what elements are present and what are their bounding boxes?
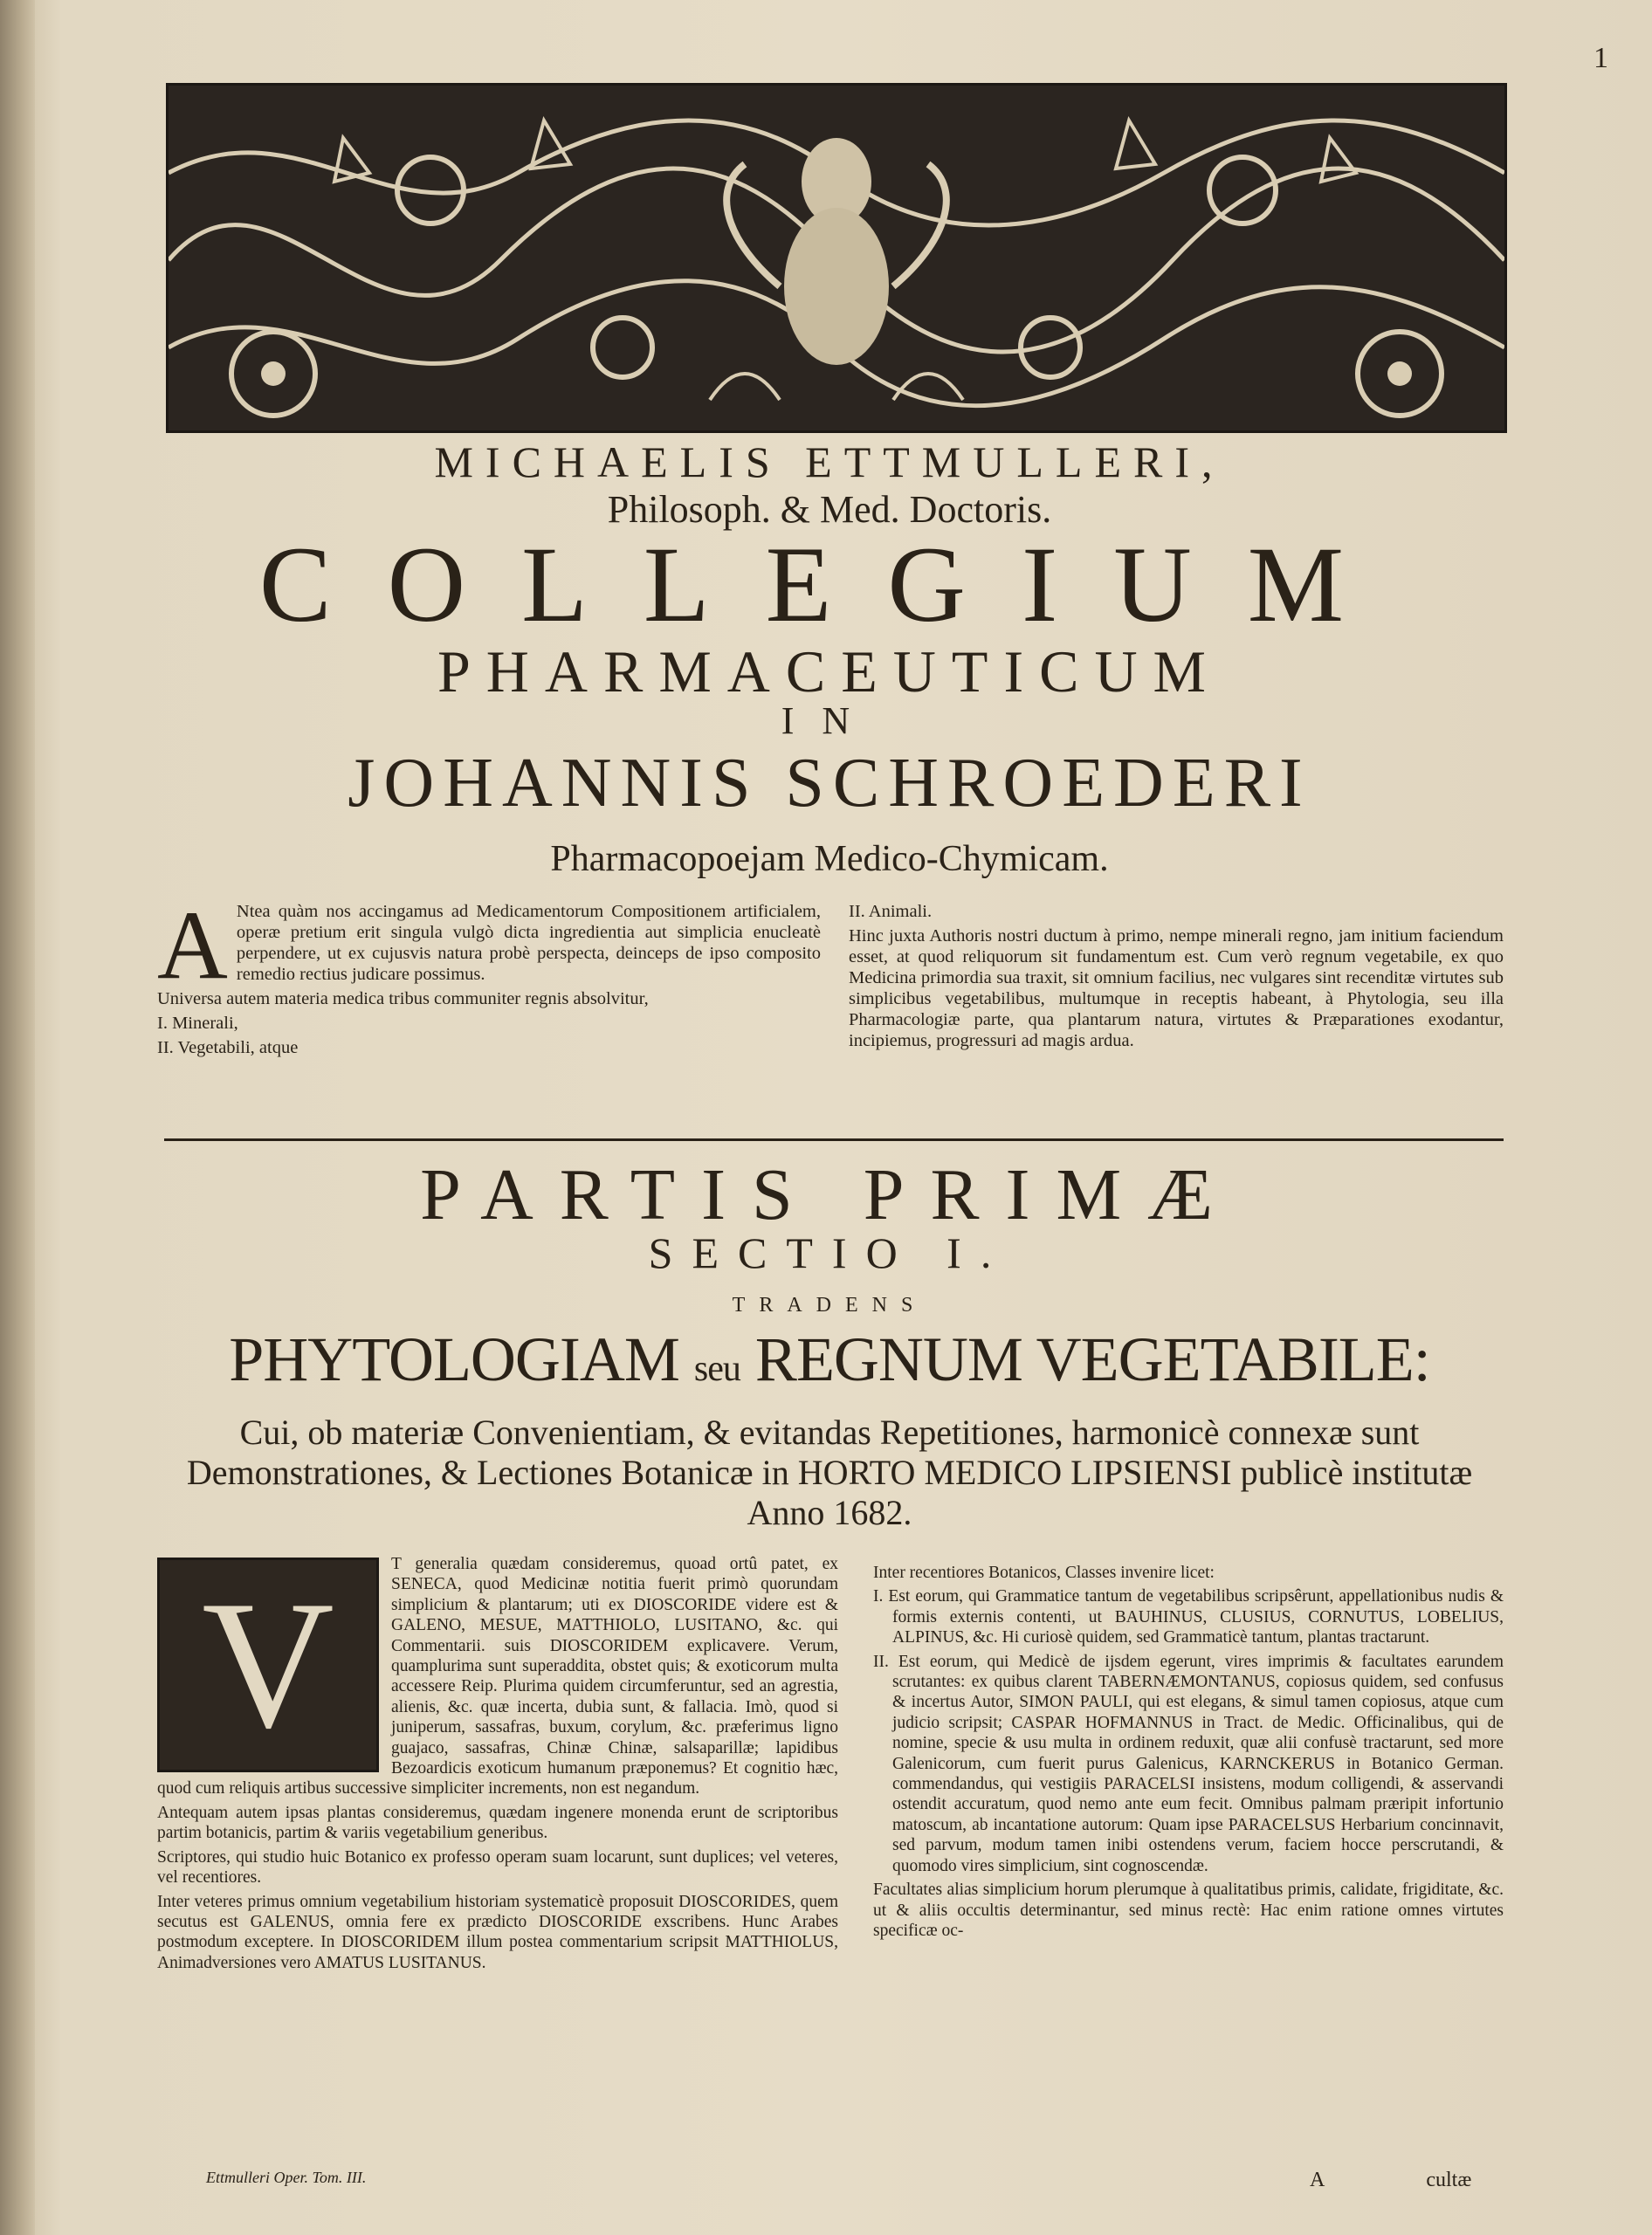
body-paragraph: Scriptores, qui studio huic Botanico ex professo operam suam locarunt, sunt duplices; vel veteres, vel recentiores.	[157, 1847, 838, 1888]
title-schroederi: JOHANNIS SCHROEDERI	[348, 745, 1311, 822]
body-paragraph: Antequam autem ipsas plantas consideremus, quædam ingenere monenda erunt de scriptoribus partim botanicis, partim & variis vegetabilium generibus.	[157, 1803, 838, 1843]
list-item: I. Est eorum, qui Grammatice tantum de vegetabilibus scripsêrunt, appellationibus nudis & formis externis contenti, ut BAUHINUS, CLUSIUS, CORNUTUS, LOBELIUS, ALPINUS, &c. Hi curiosè quidem, sed Grammaticè tantum, plantas tractarunt.	[873, 1587, 1504, 1647]
binding-gutter	[0, 0, 35, 2235]
part-heading: PARTIS PRIMÆ	[420, 1154, 1239, 1235]
section-heading: SECTIO I.	[648, 1228, 1011, 1277]
section-subtitle: Cui, ob materiæ Convenientiam, & evitandas Repetitiones, harmonicè connexæ sunt Demonstrationes, & Lectiones Botanicæ in HORTO MEDICO LIPSIENSI publicè institutæ Anno 1682.	[186, 1413, 1473, 1532]
list-item: I. Minerali,	[157, 1014, 238, 1033]
signature-line	[1310, 2169, 1484, 2192]
body-right-column	[873, 1563, 1504, 1944]
body-paragraph: Inter recentiores Botanicos, Classes invenire licet:	[873, 1564, 1215, 1582]
divider-rule	[164, 1138, 819, 1141]
intro-paragraph: Ntea quàm nos accingamus ad Medicamentorum Compositionem artificialem, operæ pretium erit singula vulgò dicta ingredientia aut simplicia enucleatè perpendere, ut ex cujusvis natura probè perspecta, deinceps de ipso composito remedio rectius judicare possimus.	[236, 902, 821, 984]
title-in: IN	[781, 699, 878, 742]
floral-ornament-icon	[169, 86, 1504, 430]
dropcap-a: A	[157, 891, 228, 1000]
intro-paragraph: Universa autem materia medica tribus communiter regnis absolvitur,	[157, 989, 649, 1008]
intro-left-column	[157, 891, 821, 1062]
list-item: II. Vegetabili, atque	[157, 1038, 299, 1057]
phytologia-word: PHYTOLOGIAM	[229, 1324, 679, 1394]
intro-right-column	[849, 901, 1504, 1055]
intro-paragraph: Hinc juxta Authoris nostri ductum à primo, nempe minerali regno, jam initium faciendum esset, at quod reliquorum sit fundamentum est. Cum verò regnum vegetabile, ex quo Medicina primordia sua traxit, sit omnium facilius, nec vulgares sint recenditæ virtutes sub simplicibus vegetabilibus, multumque in receptis habeant, à Phytologia, seu illa Pharmacologiæ parte, qua plantarum natura, virtutes & Præparationes exodantur, incipiemus, progressuri ad magis ardua.	[849, 926, 1504, 1050]
body-paragraph: T generalia quædam consideremus, quoad ortû patet, ex SENECA, quod Medicinæ notitia fuerit primò quorundam simplicium & plantarum; uti ex DIOSCORIDE videre est & GALENO, MESUE, MATTHIOLO, LUSITANO, &c. qui Commentarii. suis DIOSCORIDEM explicavere. Verum, quamplurima sunt superaddita, obstet quis; & exoticorum multa accessere Reip. Plurima quidem circumferuntur, sed an agrestia, alienis, &c. quæ incerta, dubia sunt, & fallacia. Imò, quod si juniperum, sassafras, buxum, corylum, &c. præferimus ligno guajaco, sassafras, Chinæ Chinæ, salsaparillæ; lapidibus Bezoardicis exoticum humanum præponemus? Et cognitio hæc, quod cum reliquis artibus successive simpliciter increments, non est negandum.	[157, 1555, 838, 1798]
regnum-word: REGNUM VEGETABILE:	[754, 1324, 1430, 1394]
author-name: MICHAELIS ETTMULLERI,	[434, 437, 1225, 486]
body-paragraph: Inter veteres primus omnium vegetabilium historiam systematicè proposuit DIOSCORIDES, quem secutus est GALENUS, omnia fere ex prædicto DIOSCORIDE exscribens. Hunc Arabes postmodum exceptere. In DIOSCORIDEM illum postea commentarium scripsit MATTHIOLUS, Animadversiones vero AMATUS LUSITANUS.	[157, 1892, 838, 1972]
woodcut-headpiece	[166, 83, 1507, 433]
dropcap-v	[157, 1558, 379, 1772]
section-tradens: TRADENS	[732, 1294, 927, 1317]
body-paragraph: Facultates alias simplicium horum plerumque à qualitatibus primis, calidate, frigiditate, &c. ut & aliis occultis determinantur, sed minus rectè: Hac enim ratione omnes virtutes specificæ oc-	[873, 1881, 1504, 1940]
divider-rule	[814, 1138, 1504, 1141]
title-collegium: COLLEGIUM	[258, 525, 1401, 644]
dropcap-v-letter: V	[202, 1564, 334, 1766]
author-degree: Philosoph. & Med. Doctoris.	[607, 488, 1052, 531]
title-pharmacopoeia: Pharmacopoejam Medico-Chymicam.	[550, 839, 1109, 879]
signature-mark: A	[1310, 2169, 1325, 2191]
seu-word: seu	[693, 1349, 740, 1389]
volume-footer: Ettmulleri Oper. Tom. III.	[206, 2169, 367, 2186]
list-item: II. Animali.	[849, 902, 933, 921]
title-pharmaceuticum: PHARMACEUTICUM	[437, 638, 1222, 705]
page-number: 1	[1593, 42, 1608, 74]
list-item: II. Est eorum, qui Medicè de ijsdem egerunt, vires imprimis & facultates earundem scrutantes: ex quibus clarent TABERNÆMONTANUS, copiosus quidem, sed confusus & incertus Autor, SIMON PAULI, qui est elegans, & simul tamen copiosus, atque cum judicio scripsit; CASPAR HOFMANNUS in Tract. de Medic. Officinalibus, qui de nomine, specie & usu multa in ordinem reduxit, quæ alii confusè tractarunt, sed more Galenicorum, cum fuerit purus Galenicus, KARNCKERUS in Botanico German. commendandus, qui vestigiis PARACELSI insistens, modum colligendi, & asservandi ostendit accuratum, quod nemo ante eum fecit. Omnibus palmam præripit infortunio matoscum, ab incantatione autorum: Quam ipse PARACELSUS Herbarium concinnavit, sed parvum, modum tamen inibi ostendens verum, faciem hocce perscrutandi, & quomodo vires simplicium, sint cognoscendæ.	[873, 1652, 1504, 1875]
phytologia-heading	[122, 1324, 1537, 1396]
body-left-column	[157, 1554, 838, 1977]
catchword: cultæ	[1426, 2169, 1472, 2191]
